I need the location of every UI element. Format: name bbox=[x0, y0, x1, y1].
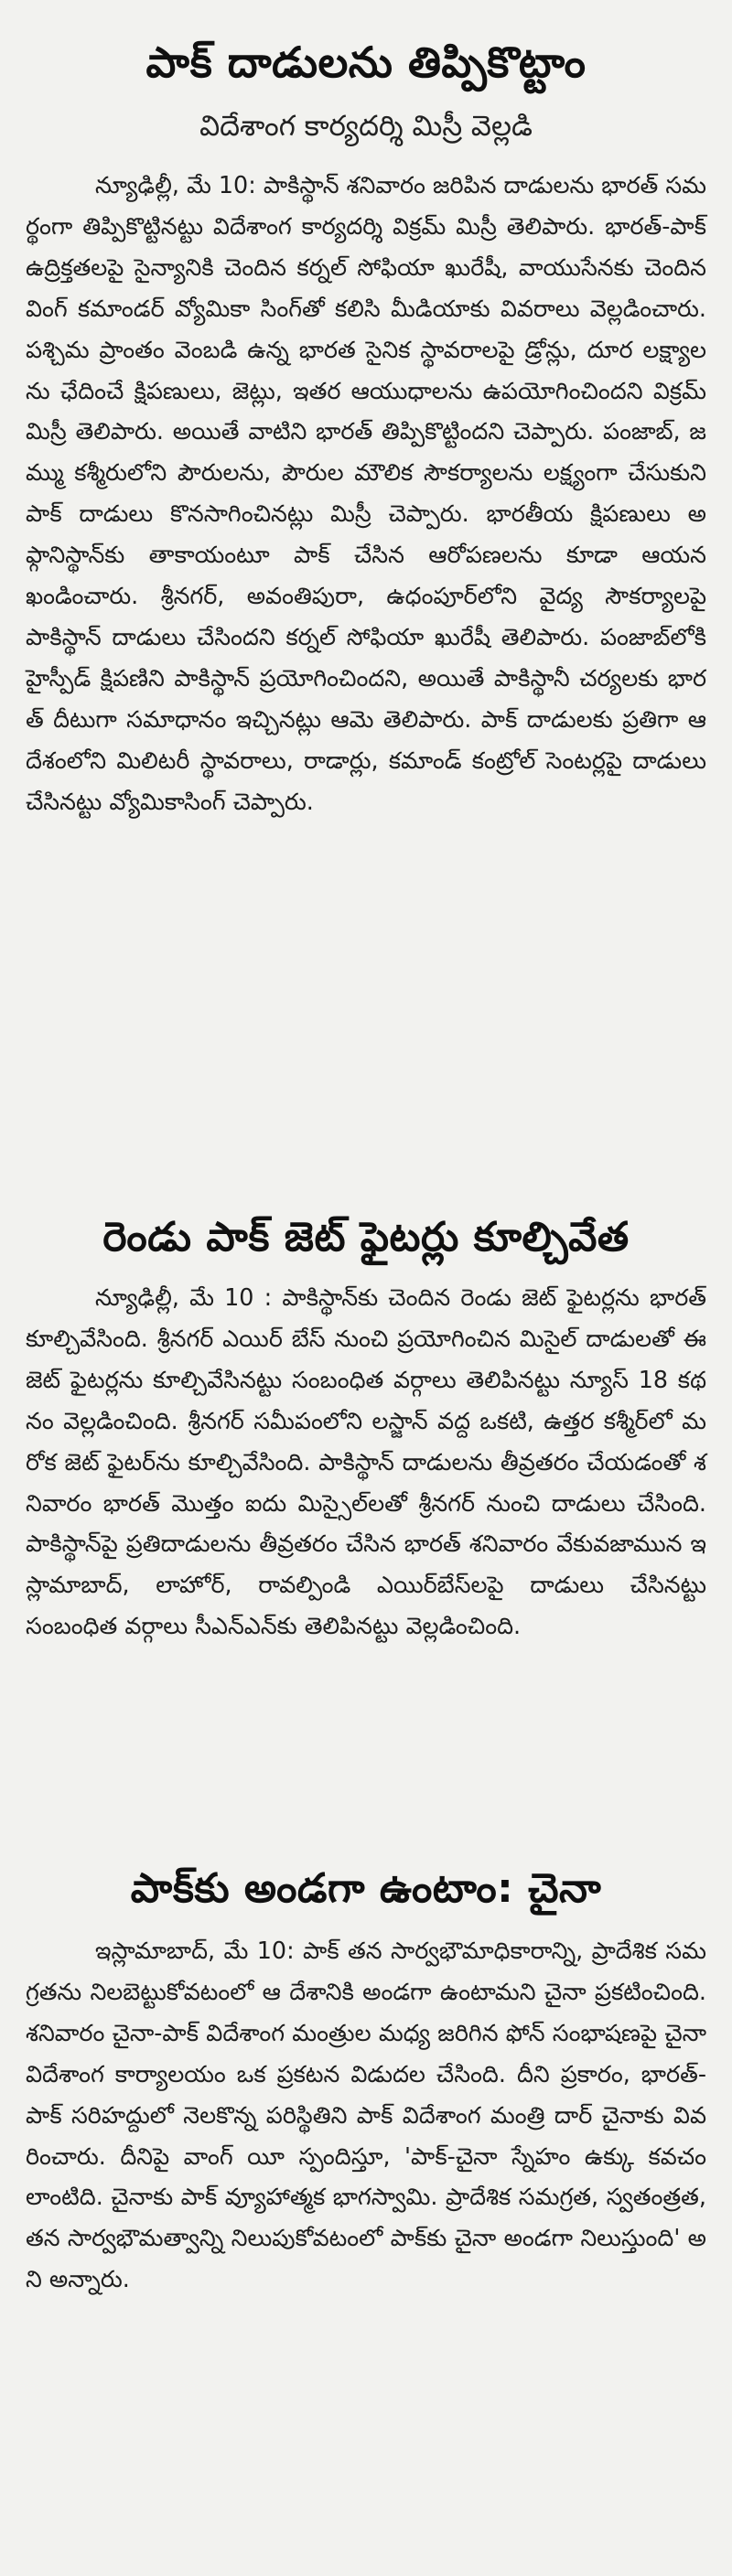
article-3-headline: పాక్‌కు అండగా ఉంటాం: చైనా bbox=[130, 1865, 602, 1912]
article-2-body: న్యూఢిల్లీ, మే 10 : పాకిస్థాన్‌కు చెందిన రెండు జెట్ ఫైటర్లను భారత్ కూల్చివేసింది. శ్రీనగర్ ఎయిర్ బేస్ నుంచి ప్రయోగించిన మిసైల్ దాడులతో ఈ జెట్ ఫైటర్లను కూల్చివేసినట్టు సంబంధిత వర్గాలు తెలిపినట్టు న్యూస్ 18 కథనం వెల్లడించింది. శ్రీనగర్ సమీపంలోని లస్జాన్ వద్ద ఒకటి, ఉత్తర కశ్మీర్‌లో మరోక జెట్ ఫైటర్‌ను కూల్చివేసింది. పాకిస్థాన్ దాడులను తీవ్రతరం చేయడంతో శనివారం భారత్ మొత్తం ఐదు మిస్సైల్‌లతో శ్రీనగర్ నుంచి దాడులు చేసింది. పాకిస్థాన్‌పై ప్రతిదాడులను తీవ్రతరం చేసిన భారత్ శనివారం వేకువజామున ఇస్లామాబాద్, లాహోర్, రావల్పిండి ఎయిర్‌బేస్‌లపై దాడులు చేసినట్టు సంబంధిత వర్గాలు సీఎన్ఎన్‌కు తెలిపినట్టు వెల్లడించింది. bbox=[26, 1283, 706, 1640]
article-2-headline: రెండు పాక్ జెట్ ఫైటర్లు కూల్చివేత bbox=[102, 1214, 630, 1261]
article-3-body: ఇస్లామాబాద్, మే 10: పాక్ తన సార్వభౌమాధికారాన్ని, ప్రాదేశిక సమగ్రతను నిలబెట్టుకోవటంలో ఆ దేశానికి అండగా ఉంటామని చైనా ప్రకటించింది. శనివారం చైనా-పాక్ విదేశాంగ మంత్రుల మధ్య జరిగిన ఫోన్ సంభాషణపై చైనా విదేశాంగ కార్యాలయం ఒక ప్రకటన విడుదల చేసింది. దీని ప్రకారం, భారత్-పాక్ సరిహద్దులో నెలకొన్న పరిస్థితిని పాక్ విదేశాంగ మంత్రి దార్ చైనాకు వివరించారు. దీనిపై వాంగ్ యీ స్పందిస్తూ, 'పాక్-చైనా స్నేహం ఉక్కు కవచం లాంటిది. చైనాకు పాక్ వ్యూహాత్మక భాగస్వామి. ప్రాదేశిక సమగ్రత, స్వతంత్రత, తన సార్వభౌమత్వాన్ని నిలుపుకోవటంలో పాక్‌కు చైనా అండగా నిలుస్తుంది' అని అన్నారు. bbox=[26, 1937, 706, 2293]
article-1-body: న్యూఢిల్లీ, మే 10: పాకిస్థాన్ శనివారం జరిపిన దాడులను భారత్ సమర్థంగా తిప్పికొట్టినట్టు విదేశాంగ కార్యదర్శి విక్రమ్ మిస్రీ తెలిపారు. భారత్-పాక్ ఉద్రిక్తతలపై సైన్యానికి చెందిన కర్నల్ సోఫియా ఖురేషీ, వాయుసేనకు చెందిన వింగ్ కమాండర్ వ్యోమికా సింగ్‌తో కలిసి మీడియాకు వివరాలు వెల్లడించారు. పశ్చిమ ప్రాంతం వెంబడి ఉన్న భారత సైనిక స్థావరాలపై డ్రోన్లు, దూర లక్ష్యాలను ఛేదించే క్షిపణులు, జెట్లు, ఇతర ఆయుధాలను ఉపయోగించిందని విక్రమ్ మిస్రీ తెలిపారు. అయితే వాటిని భారత్ తిప్పికొట్టిందని చెప్పారు. పంజాబ్, జమ్ము కశ్మీరులోని పౌరులను, పౌరుల మౌలిక సౌకర్యాలను లక్ష్యంగా చేసుకుని పాక్ దాడులు కొనసాగించినట్లు మిస్రీ చెప్పారు. భారతీయ క్షిపణులు అఫ్గానిస్థాన్‌కు తాకాయంటూ పాక్ చేసిన ఆరోపణలను కూడా ఆయన ఖండించారు. శ్రీనగర్, అవంతిపురా, ఉధంపూర్‌లోని వైద్య సౌకర్యాలపై పాకిస్థాన్ దాడులు చేసిందని కర్నల్ సోఫియా ఖురేషీ తెలిపారు. పంజాబ్‌లోకి హైస్పీడ్ క్షిపణిని పాకిస్థాన్ ప్రయోగించిందని, అయితే పాకిస్థానీ చర్యలకు భారత్ దీటుగా సమాధానం ఇచ్చినట్లు ఆమె తెలిపారు. పాక్ దాడులకు ప్రతిగా ఆ దేశంలోని మిలిటరీ స్థావరాలు, రాడార్లు, కమాండ్ కంట్రోల్ సెంటర్లపై దాడులు చేసినట్టు వ్యోమికాసింగ్ చెప్పారు. bbox=[26, 171, 707, 815]
article-1-headline: పాక్ దాడులను తిప్పికొట్టాం bbox=[145, 38, 587, 87]
article-1-subheadline: విదేశాంగ కార్యదర్శి మిస్రీ వెల్లడి bbox=[199, 110, 533, 143]
